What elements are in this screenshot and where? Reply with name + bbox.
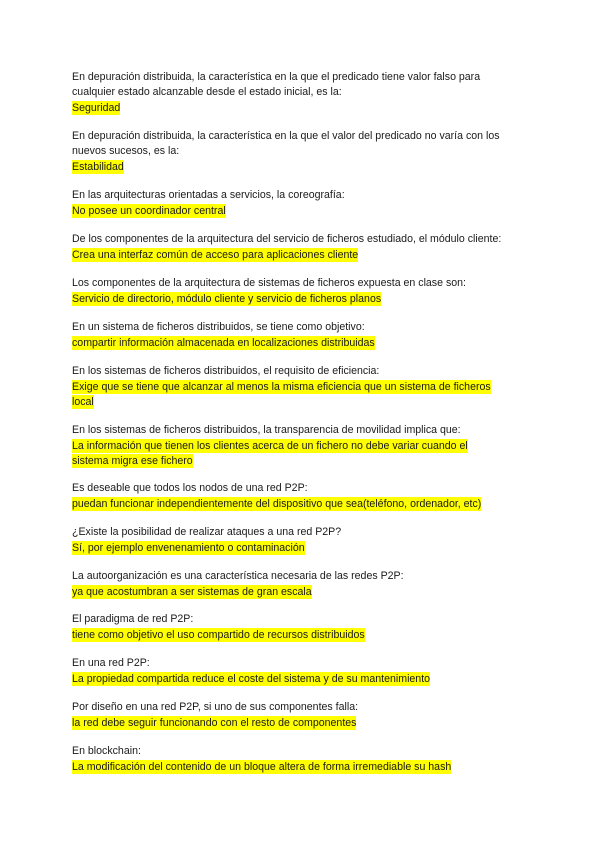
qa-block [72, 481, 481, 511]
highlighted-answer: La modificación del contenido de un bloque altera de forma irremediable su hash [72, 761, 452, 774]
question-text: En las arquitecturas orientadas a servicios, la coreografía: [72, 189, 345, 201]
highlighted-answer: Seguridad [72, 102, 121, 115]
qa-block [72, 612, 365, 642]
question-text: Por diseño en una red P2P, si uno de sus componentes falla: [72, 701, 359, 713]
qa-block [72, 188, 345, 218]
highlighted-answer: Crea una interfaz común de acceso para aplicaciones cliente [72, 249, 359, 262]
highlighted-answer: Estabilidad [72, 161, 124, 174]
answer-line [72, 159, 500, 174]
highlighted-answer: local [72, 396, 94, 409]
answer-line [72, 291, 466, 306]
qa-block [72, 569, 404, 599]
highlighted-answer: Sí, por ejemplo envenenamiento o contaminación [72, 542, 305, 555]
highlighted-answer: compartir información almacenada en localizaciones distribuidas [72, 337, 375, 350]
answer-line [72, 627, 365, 642]
answer-line [72, 247, 501, 262]
answer-line [72, 100, 480, 115]
question-text: ¿Existe la posibilidad de realizar ataques a una red P2P? [72, 526, 342, 538]
qa-block [72, 525, 341, 555]
highlighted-answer: No posee un coordinador central [72, 205, 226, 218]
qa-block [72, 320, 375, 350]
highlighted-answer: ya que acostumbran a ser sistemas de gran escala [72, 586, 312, 599]
qa-block [72, 276, 466, 306]
question-text: En los sistemas de ficheros distribuidos, el requisito de eficiencia: [72, 365, 380, 377]
answer-line [72, 584, 404, 599]
qa-block [72, 129, 500, 175]
question-text: En blockchain: [72, 745, 141, 757]
qa-block [72, 70, 480, 116]
question-text: En un sistema de ficheros distribuidos, se tiene como objetivo: [72, 321, 365, 333]
qa-block [72, 656, 430, 686]
answer-line [72, 203, 345, 218]
highlighted-answer: la red debe seguir funcionando con el resto de componentes [72, 717, 357, 730]
answer-line [72, 671, 430, 686]
answer-line [72, 453, 468, 468]
qa-block [72, 364, 491, 410]
highlighted-answer: tiene como objetivo el uso compartido de recursos distribuidos [72, 629, 365, 642]
question-text: La autoorganización es una característica necesaria de las redes P2P: [72, 570, 404, 582]
highlighted-answer: Servicio de directorio, módulo cliente y servicio de ficheros planos [72, 293, 382, 306]
highlighted-answer: puedan funcionar independientemente del dispositivo que sea(teléfono, ordenador, etc) [72, 498, 482, 511]
qa-block [72, 700, 358, 730]
question-text: Es deseable que todos los nodos de una red P2P: [72, 482, 308, 494]
highlighted-answer: Exige que se tiene que alcanzar al menos la misma eficiencia que un sistema de ficheros [72, 381, 491, 394]
question-text: En depuración distribuida, la característica en la que el valor del predicado no varía con los [72, 130, 500, 142]
qa-block [72, 232, 501, 262]
highlighted-answer: sistema migra ese fichero [72, 455, 193, 468]
question-text: De los componentes de la arquitectura del servicio de ficheros estudiado, el módulo cliente: [72, 233, 502, 245]
question-text: En los sistemas de ficheros distribuidos, la transparencia de movilidad implica que: [72, 424, 461, 436]
highlighted-answer: La información que tienen los clientes acerca de un fichero no debe variar cuando el [72, 440, 468, 453]
question-text: El paradigma de red P2P: [72, 613, 194, 625]
answer-line [72, 335, 375, 350]
answer-line [72, 540, 341, 555]
answer-line [72, 394, 491, 409]
qa-block [72, 423, 468, 469]
highlighted-answer: La propiedad compartida reduce el coste del sistema y de su mantenimiento [72, 673, 431, 686]
question-text: En depuración distribuida, la característica en la que el predicado tiene valor falso para [72, 71, 481, 83]
answer-line [72, 715, 358, 730]
answer-line [72, 496, 481, 511]
question-text: nuevos sucesos, es la: [72, 145, 180, 158]
question-text: Los componentes de la arquitectura de sistemas de ficheros expuesta en clase son: [72, 277, 466, 289]
question-text: En una red P2P: [72, 657, 150, 669]
answer-line [72, 438, 468, 453]
answer-line [72, 759, 451, 774]
question-text: cualquier estado alcanzable desde el estado inicial, es la: [72, 86, 342, 99]
answer-line [72, 379, 491, 394]
qa-block [72, 744, 451, 774]
